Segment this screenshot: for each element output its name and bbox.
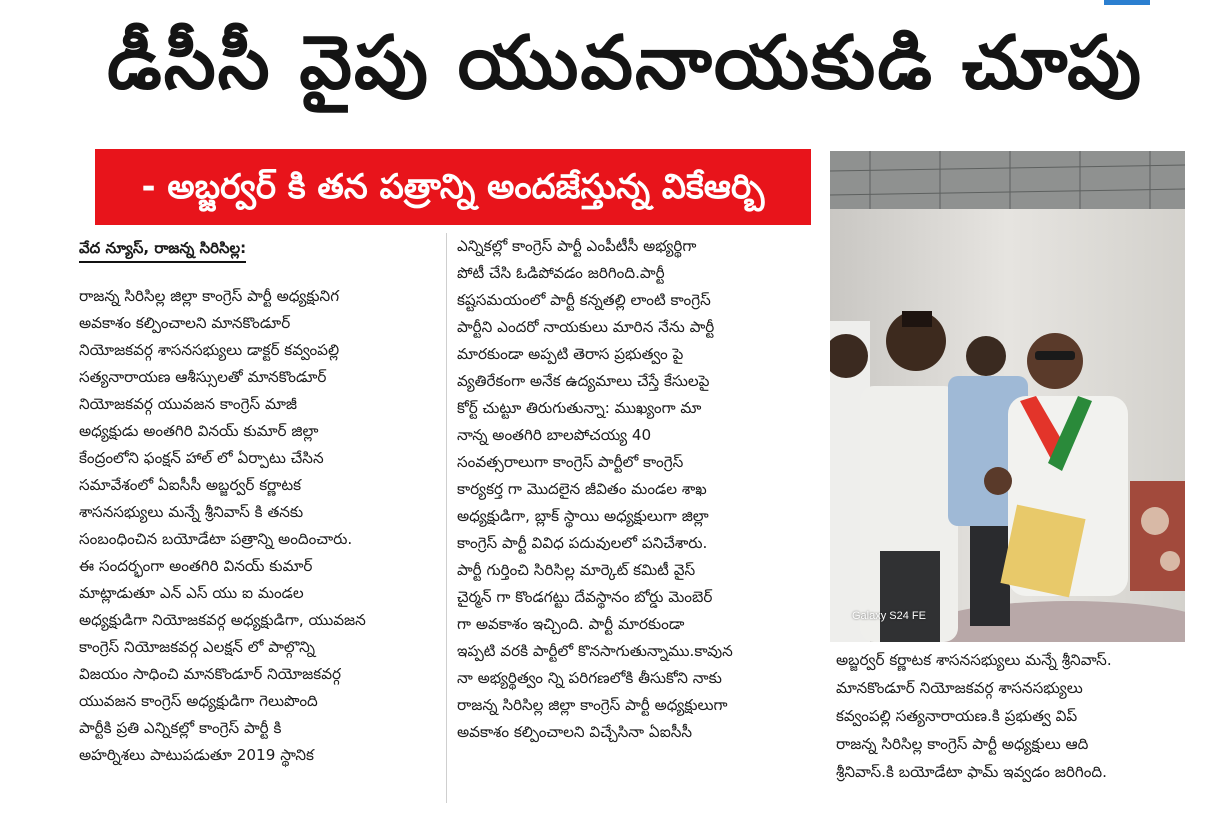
text-line: రాజన్న సిరిసిల్ల జిల్లా కాంగ్రెస్ పార్టీ అధ్యక్షునిగ [79,287,340,305]
corner-mark [1104,0,1150,5]
byline: వేద న్యూస్, రాజన్న సిరిసిల్ల: [79,237,246,263]
text-line: యువజన కాంగ్రెస్ అధ్యక్షుడిగా గెలుపొంది [79,692,318,710]
text-line: ఎన్నికల్లో కాంగ్రెస్ పార్టీ ఎంపీటీసీ అభ్యర్థిగా [457,237,697,255]
text-line: వ్యతిరేకంగా అనేక ఉద్యమాలు చేస్తే కేసులపై [457,372,710,390]
text-line: అవకాశం కల్పించాలని విచ్చేసినా ఏఐసీసీ [457,723,693,741]
text-line: పార్టీ గుర్తించి సిరిసిల్ల మార్కెట్ కమిటీ వైస్ [457,561,696,579]
caption-line: మానకొండూర్ నియోజకవర్గ శాసనసభ్యులు [836,679,1083,697]
article-column-2 [457,233,812,746]
text-line: సంవత్సరాలుగా కాంగ్రెస్ పార్టీలో కాంగ్రెస్ [457,453,684,471]
text-line: కేంద్రంలోని ఫంక్షన్ హాల్ లో ఏర్పాటు చేసిన [79,449,324,467]
headline: డీసీసీ వైపు యువనాయకుడి చూపు [106,20,1144,106]
text-line: నా అభ్యర్థిత్వం న్ని పరిగణలోకి తీసుకోని నాకు [457,669,722,687]
text-line: విజయం సాధించి మానకొండూర్ నియోజకవర్గ [79,665,342,683]
text-line: పోటీ చేసి ఓడిపోవడం జరిగింది.పార్టీ [457,264,665,282]
caption-line: కవ్వంపల్లి సత్యనారాయణ.కి ప్రభుత్వ విప్ [836,707,1078,725]
text-line: రాజన్న సిరిసిల్ల జిల్లా కాంగ్రెస్ పార్టీ అధ్యక్షులుగా [457,696,728,714]
column-divider [446,233,447,803]
text-line: అహర్నిశలు పాటుపడుతూ 2019 స్థానిక [79,746,314,764]
caption-line: అబ్జర్వర్ కర్ణాటక శాసనసభ్యులు మన్నే శ్రీనివాస్. [836,651,1112,669]
text-line: సంబంధించిన బయోడేటా పత్రాన్ని అందించారు. [79,530,353,548]
text-line: మారకుండా అప్పటి తెరాస ప్రభుత్వం పై [457,345,684,363]
news-photo [830,151,1185,642]
article-column-1 [79,283,439,769]
text-line: శాసనసభ్యులు మన్నే శ్రీనివాస్ కి తనకు [79,503,304,521]
caption-line: శ్రీనివాస్.కి బయోడేటా ఫామ్ ఇవ్వడం జరిగింది. [836,763,1107,781]
text-line: మాట్లాడుతూ ఎన్ ఎస్ యు ఐ మండల [79,584,304,602]
text-line: కోర్ట్ చుట్టూ తిరుగుతున్నా: ముఖ్యంగా మా [457,399,702,417]
subheadline-banner: - అబ్జర్వర్ కి తన పత్రాన్ని అందజేస్తున్న వికేఆర్బి [95,149,811,225]
photo-caption [836,646,1196,786]
text-line: అవకాశం కల్పించాలని మానకొండూర్ [79,314,291,332]
caption-line: రాజన్న సిరిసిల్ల కాంగ్రెస్ పార్టీ అధ్యక్షులు ఆది [836,735,1089,753]
text-line: నియోజకవర్గ యువజన కాంగ్రెస్ మాజీ [79,395,297,413]
text-line: కాంగ్రెస్ పార్టీ వివిధ పదువులలో పనిచేశారు. [457,534,708,552]
text-line: కష్టసమయంలో పార్టీ కన్నతల్లి లాంటి కాంగ్రెస్ [457,291,711,309]
text-line: సత్యనారాయణ ఆశీస్సులతో మానకొండూర్ [79,368,327,386]
text-line: పార్టీకి ప్రతి ఎన్నికల్లో కాంగ్రెస్ పార్టీ కి [79,719,282,737]
text-line: ఈ సందర్భంగా అంతగిరి వినయ్ కుమార్ [79,557,313,575]
text-line: నియోజకవర్గ శాసనసభ్యులు డాక్టర్ కవ్వంపల్లి [79,341,340,359]
text-line: కాంగ్రెస్ నియోజకవర్గ ఎలక్షన్ లో పాల్గొన్ని [79,638,315,656]
camera-watermark: Galaxy S24 FE [852,610,926,622]
text-line: కార్యకర్త గా మొదలైన జీవితం మండల శాఖ [457,480,707,498]
text-line: ఇప్పటి వరకి పార్టీలో కొనసాగుతున్నాము.కావున [457,642,733,660]
text-line: గా అవకాశం ఇచ్చింది. పార్టీ మారకుండా [457,615,685,633]
text-line: అధ్యక్షుడిగా నియోజకవర్గ అధ్యక్షుడిగా, యువజన [79,611,366,629]
text-line: అధ్యక్షుడు అంతగిరి వినయ్ కుమార్ జిల్లా [79,422,319,440]
text-line: అధ్యక్షుడిగా, బ్లాక్ స్థాయి అధ్యక్షులుగా జిల్లా [457,507,709,525]
text-line: సమావేశంలో ఏఐసీసీ అబ్జర్వర్ కర్ణాటక [79,476,302,494]
text-line: చైర్మన్ గా కొండగట్టు దేవస్థానం బోర్డు మెంబెర్ [457,588,713,606]
text-line: పార్టీని ఎందరో నాయకులు మారిన నేను పార్టీ [457,318,715,336]
text-line: నాన్న అంతగిరి బాలపోచయ్య 40 [457,426,652,444]
